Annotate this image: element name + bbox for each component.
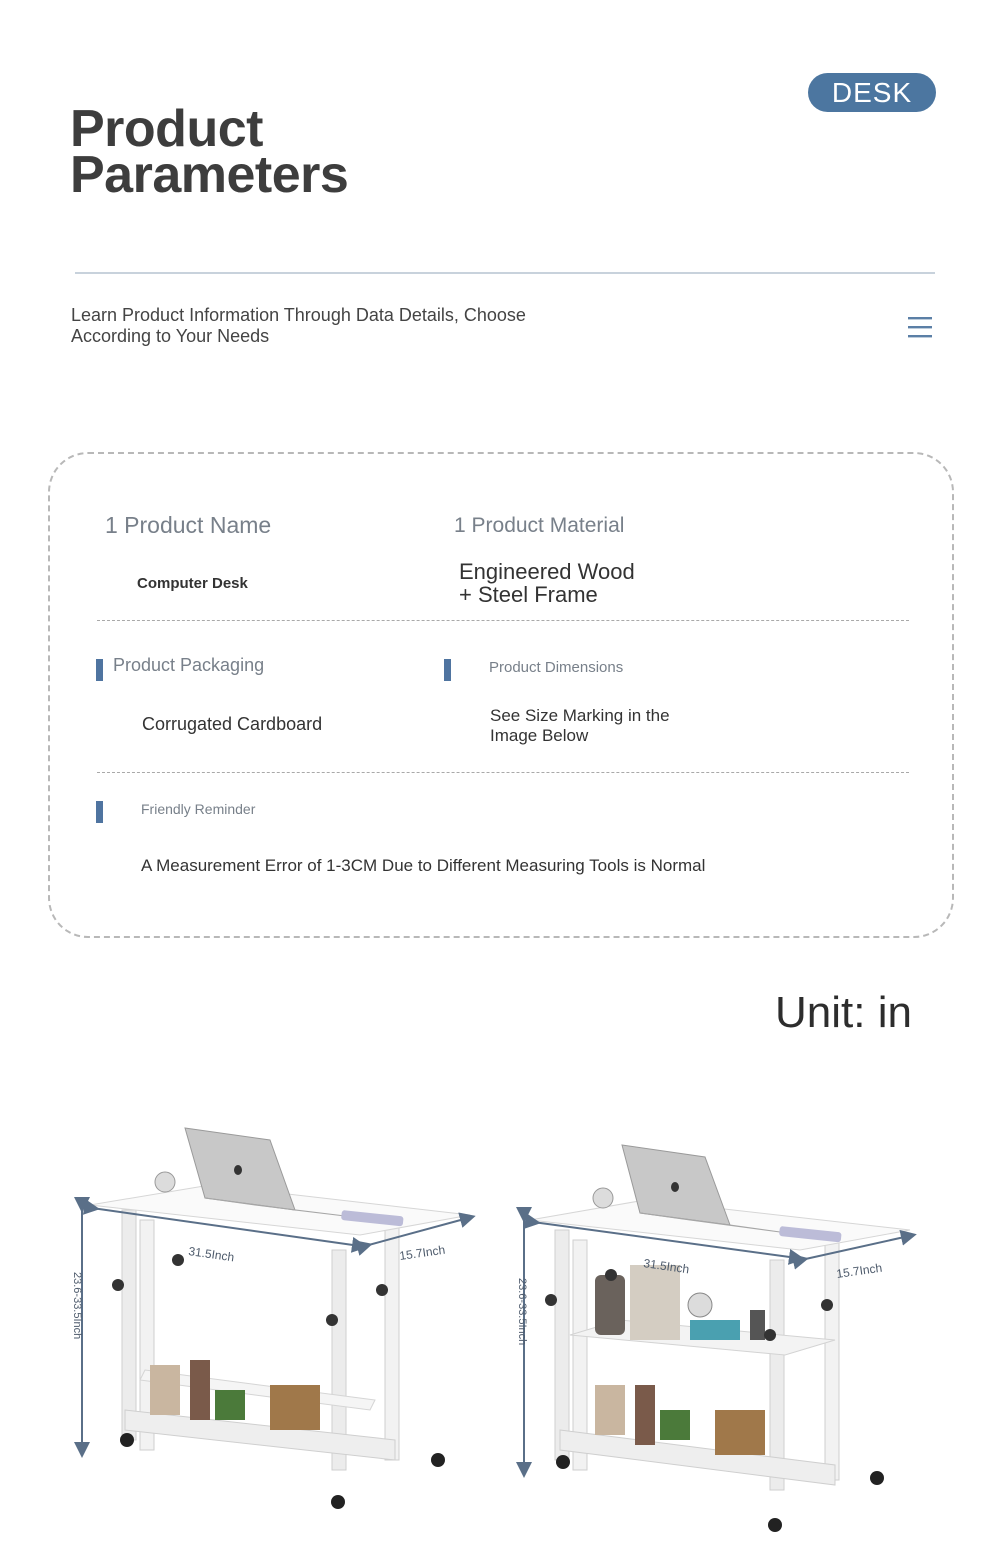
- product-name-label: 1 Product Name: [105, 512, 272, 538]
- product-material-value: [459, 560, 635, 606]
- subtitle-line-2: According to Your Needs: [71, 326, 270, 346]
- dimensions-value-line-2: Image Below: [490, 726, 589, 745]
- material-value-line-2: + Steel Frame: [459, 582, 598, 607]
- desk2-depth-label: 15.7Inch: [835, 1260, 884, 1281]
- subtitle-line-1: Learn Product Information Through Data Details, Choose: [71, 305, 526, 325]
- product-dimensions-value: [490, 706, 670, 746]
- desk1-height-label: 23.6-33.5Inch: [71, 1272, 83, 1340]
- desk1-width-label: 31.5Inch: [187, 1244, 236, 1265]
- packaging-marker: [96, 659, 103, 681]
- spec-divider-1: [97, 620, 909, 621]
- friendly-reminder-label: Friendly Reminder: [141, 801, 256, 817]
- desk-image-single-shelf: [70, 1110, 480, 1530]
- product-packaging-value: Corrugated Cardboard: [142, 714, 323, 734]
- product-dimensions-label: Product Dimensions: [489, 659, 624, 676]
- product-packaging-label: Product Packaging: [113, 655, 265, 675]
- header-divider: [75, 272, 935, 274]
- spec-divider-2: [97, 772, 909, 773]
- desk-image-double-shelf: [515, 1110, 925, 1540]
- product-material-label: 1 Product Material: [454, 514, 625, 537]
- title-line-1: Product: [70, 100, 263, 158]
- menu-icon[interactable]: [906, 315, 934, 339]
- unit-label: Unit: in: [775, 988, 912, 1037]
- dimensions-marker: [444, 659, 451, 681]
- title-line-2: Parameters: [70, 146, 349, 204]
- material-value-line-1: Engineered Wood: [459, 559, 635, 584]
- page-title: [70, 100, 349, 204]
- page-subtitle: [71, 305, 591, 347]
- dimensions-value-line-1: See Size Marking in the: [490, 706, 670, 725]
- reminder-marker: [96, 801, 103, 823]
- desk1-depth-label: 15.7Inch: [398, 1242, 447, 1263]
- product-name-value: Computer Desk: [137, 575, 248, 592]
- friendly-reminder-value: A Measurement Error of 1-3CM Due to Different Measuring Tools is Normal: [141, 856, 706, 875]
- desk2-height-label: 23.6-33.5Inch: [516, 1278, 528, 1346]
- category-badge: DESK: [808, 73, 936, 112]
- desk2-width-label: 31.5Inch: [642, 1256, 691, 1277]
